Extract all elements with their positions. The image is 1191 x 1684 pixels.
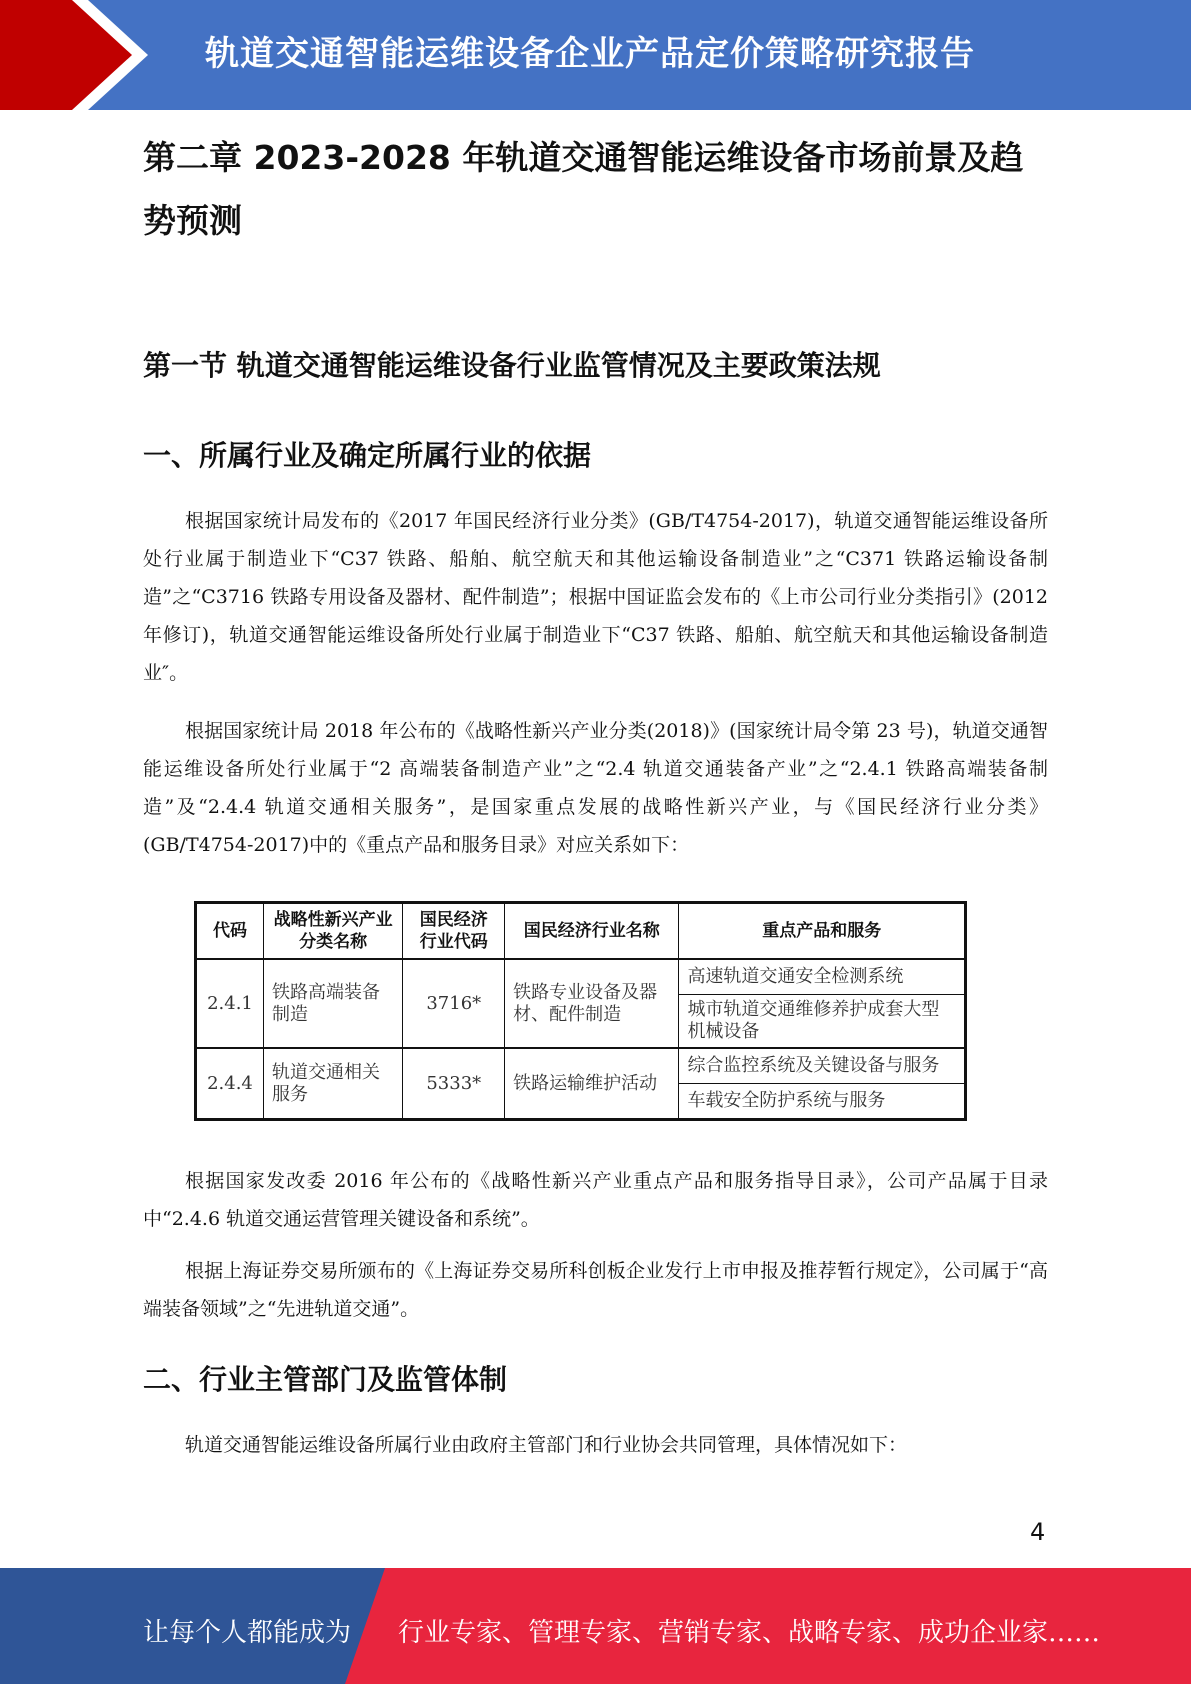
table-row bbox=[196, 959, 966, 995]
cell-industry-name: 铁路运输维护活动 bbox=[505, 1048, 679, 1120]
table-header: 国民经济行业代码 bbox=[403, 903, 505, 960]
table-header-row bbox=[196, 903, 966, 960]
cell-product: 城市轨道交通维修养护成套大型机械设备 bbox=[679, 995, 966, 1049]
page-content bbox=[143, 126, 1048, 1456]
table-header: 重点产品和服务 bbox=[679, 903, 966, 960]
industry-table bbox=[194, 901, 967, 1121]
paragraph-1: 根据国家统计局发布的《2017 年国民经济行业分类》(GB/T4754-2017)，轨道交通智能运维设备所处行业属于制造业下“C37 铁路、船舶、航空航天和其他运输设备制造业”之“C371 铁路运输设备制造”之“C3716 铁路专用设备及器材、配件制造”；根据中国证监会发布的《上市公司行业分类指引》(2012 年修订)，轨道交通智能运维设备所处行业属于制造业下“C37 铁路、船舶、航空航天和其他运输设备制造业″。 bbox=[143, 510, 1048, 684]
cell-code: 2.4.1 bbox=[196, 959, 264, 1048]
chapter-title: 第二章 2023-2028 年轨道交通智能运维设备市场前景及趋势预测 bbox=[143, 138, 1024, 240]
cell-product: 高速轨道交通安全检测系统 bbox=[679, 959, 966, 995]
subsection-title-2: 二、行业主管部门及监管体制 bbox=[143, 1363, 508, 1396]
table-row bbox=[196, 1048, 966, 1084]
page-footer bbox=[0, 1568, 1191, 1684]
paragraph-5: 轨道交通智能运维设备所属行业由政府主管部门和行业协会共同管理，具体情况如下： bbox=[185, 1434, 908, 1456]
table-header: 代码 bbox=[196, 903, 264, 960]
red-chevron-icon bbox=[0, 0, 150, 110]
table-header: 国民经济行业名称 bbox=[505, 903, 679, 960]
footer-slogan-right: 行业专家、管理专家、营销专家、战略专家、成功企业家…… bbox=[398, 1618, 1101, 1648]
cell-product: 综合监控系统及关键设备与服务 bbox=[679, 1048, 966, 1084]
subsection-title-1: 一、所属行业及确定所属行业的依据 bbox=[143, 439, 592, 472]
cell-code: 2.4.4 bbox=[196, 1048, 264, 1120]
cell-industry-code: 3716* bbox=[403, 959, 505, 1048]
cell-product: 车载安全防护系统与服务 bbox=[679, 1084, 966, 1120]
report-title: 轨道交通智能运维设备企业产品定价策略研究报告 bbox=[205, 34, 975, 74]
table-header: 战略性新兴产业分类名称 bbox=[263, 903, 402, 960]
page-header bbox=[0, 0, 1191, 110]
cell-industry-code: 5333* bbox=[403, 1048, 505, 1120]
cell-category: 铁路高端装备制造 bbox=[263, 959, 402, 1048]
cell-industry-name: 铁路专业设备及器材、配件制造 bbox=[505, 959, 679, 1048]
footer-slogan-left: 让每个人都能成为 bbox=[143, 1618, 352, 1648]
paragraph-3: 根据国家发改委 2016 年公布的《战略性新兴产业重点产品和服务指导目录》，公司产品属于目录中“2.4.6 轨道交通运营管理关键设备和系统”。 bbox=[143, 1170, 1048, 1230]
section-title: 第一节 轨道交通智能运维设备行业监管情况及主要政策法规 bbox=[143, 349, 881, 382]
cell-category: 轨道交通相关服务 bbox=[263, 1048, 402, 1120]
paragraph-4: 根据上海证券交易所颁布的《上海证券交易所科创板企业发行上市申报及推荐暂行规定》，公司属于“高端装备领域”之“先进轨道交通”。 bbox=[143, 1260, 1048, 1320]
paragraph-2: 根据国家统计局 2018 年公布的《战略性新兴产业分类(2018)》(国家统计局令第 23 号)，轨道交通智能运维设备所处行业属于“2 高端装备制造产业”之“2.4 轨道交通装备产业”之“2.4.1 铁路高端装备制造”及“2.4.4 轨道交通相关服务”，是国家重点发展的战略性新兴产业，与《国民经济行业分类》(GB/T4754-2017)中的《重点产品和服务目录》对应关系如下： bbox=[143, 720, 1048, 856]
page-number: 4 bbox=[1030, 1518, 1046, 1546]
